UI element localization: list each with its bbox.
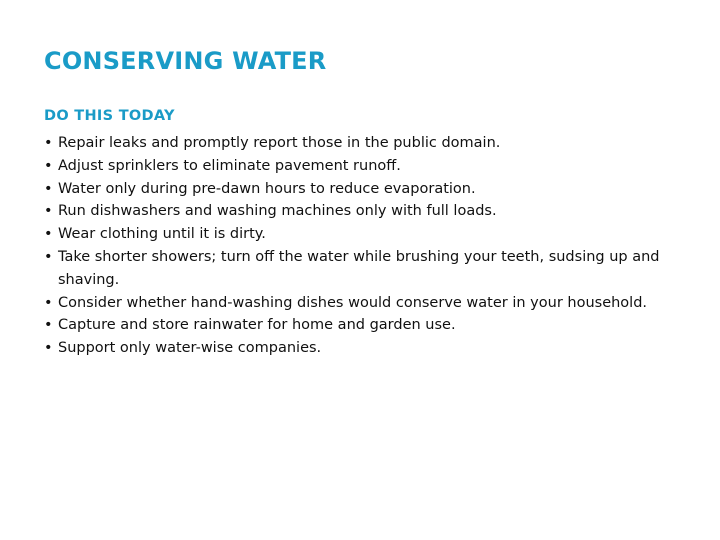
slide-title: CONSERVING WATER — [44, 47, 327, 75]
bullet-item — [44, 155, 684, 178]
bullet-dot: • — [44, 203, 53, 220]
bullet-dot: • — [44, 340, 53, 357]
bullet-item — [44, 178, 684, 201]
bullet-text: Consider whether hand-washing dishes would conserve water in your household. — [58, 294, 648, 311]
bullet-dot: • — [44, 135, 53, 151]
bullet-item — [44, 337, 684, 360]
bullet-text: Water only during pre-dawn hours to reduce evaporation. — [58, 180, 476, 197]
bullet-text: Run dishwashers and washing machines only with full loads. — [58, 203, 497, 220]
bullet-item — [44, 200, 684, 223]
bullet-dot: • — [44, 226, 53, 243]
bullet-text: Take shorter showers; turn off the water while brushing your teeth, sudsing up and shaving. — [58, 248, 660, 288]
bullet-text: Wear clothing until it is dirty. — [58, 226, 266, 243]
bullet-item — [44, 223, 684, 246]
bullet-text: Adjust sprinklers to eliminate pavement runoff. — [58, 157, 401, 174]
bullet-dot: • — [44, 157, 53, 174]
bullet-text: Capture and store rainwater for home and garden use. — [58, 317, 456, 334]
section-subtitle: DO THIS TODAY — [44, 108, 175, 124]
bullet-text: Support only water-wise companies. — [58, 340, 322, 357]
bullet-list — [44, 132, 684, 360]
bullet-dot: • — [44, 248, 53, 265]
bullet-text: Repair leaks and promptly report those in the public domain. — [58, 135, 501, 151]
bullet-dot: • — [44, 294, 53, 311]
bullet-item — [44, 246, 684, 292]
bullet-item — [44, 132, 684, 155]
bullet-item — [44, 292, 684, 315]
bullet-dot: • — [44, 317, 53, 334]
bullet-item — [44, 314, 684, 337]
bullet-dot: • — [44, 180, 53, 197]
